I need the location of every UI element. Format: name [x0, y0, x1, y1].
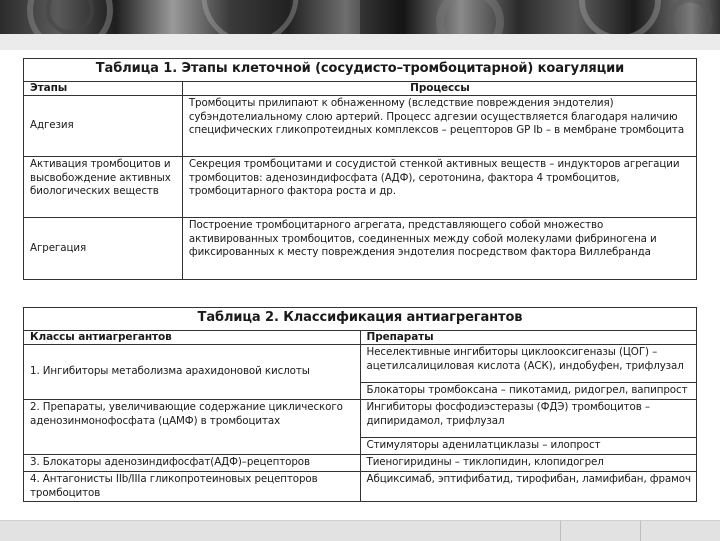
class-cell: 1. Ингибиторы метаболизма арахидоновой кислоты — [24, 345, 361, 400]
class-cell: 4. Антагонисты IIb/IIIa гликопротеиновых рецепторов тромбоцитов — [24, 472, 361, 502]
table1-title: Таблица 1. Этапы клеточной (сосудисто–тромбоцитарной) коагуляции — [24, 59, 697, 82]
table-row — [24, 472, 697, 502]
table-row — [24, 455, 697, 472]
drug-cell: Блокаторы тромбоксана – пикотамид, ридогрел, вапипрост — [360, 383, 696, 400]
drug-cell: Абциксимаб, эптифибатид, тирофибан, ламифибан, фрамоч — [360, 472, 696, 502]
process-cell: Секреция тромбоцитами и сосудистой стенкой активных веществ – индукторов агрегации тромбоцитов: аденозиндифосфата (АДФ), серотонина, фактора 4 тромбоцитов, тромбоцитарного фактора роста и др. — [182, 157, 696, 218]
column-header-drugs: Препараты — [360, 330, 696, 345]
drug-cell: Тиеногиридины – тиклопидин, клопидогрел — [360, 455, 696, 472]
table-header-row — [24, 81, 697, 96]
process-cell: Построение тромбоцитарного агрегата, представляющего собой множество активированных тромбоцитов, соединенных между собой молекулами фибриногена и фиксированных к месту повреждения эндотелия посредством фактора Виллебранда — [182, 218, 696, 280]
banner-pattern — [0, 0, 720, 34]
table-header-row — [24, 330, 697, 345]
coagulation-stages-table — [23, 58, 697, 280]
table2-title: Таблица 2. Классификация антиагрегантов — [24, 308, 697, 331]
column-header-stages: Этапы — [24, 81, 183, 96]
drug-cell: Ингибиторы фосфодиэстеразы (ФДЭ) тромбоцитов – дипиридамол, трифлузал — [360, 400, 696, 438]
table-row — [24, 218, 697, 280]
table-row — [24, 96, 697, 157]
class-cell: 3. Блокаторы аденозиндифосфат(АДФ)–рецепторов — [24, 455, 361, 472]
process-cell: Тромбоциты прилипают к обнаженному (вследствие повреждения эндотелия) субэндотелиальному слою артерий. Процесс адгезии осуществляется благодаря наличию специфических гликопротеидных комплексов – рецепторов GP Ib – в мембране тромбоцита — [182, 96, 696, 157]
footer-strip — [0, 520, 720, 541]
drug-cell: Стимуляторы аденилатциклазы – илопрост — [360, 438, 696, 455]
table-row — [24, 157, 697, 218]
table-row — [24, 345, 697, 383]
footer-divider — [560, 521, 561, 541]
decorative-banner — [0, 0, 720, 34]
class-cell: 2. Препараты, увеличивающие содержание циклического аденозинмонофосфата (цАМФ) в тромбоцитах — [24, 400, 361, 455]
table-row — [24, 400, 697, 438]
footer-divider — [640, 521, 641, 541]
column-header-classes: Классы антиагрегантов — [24, 330, 361, 345]
antiaggregant-classification-table — [23, 307, 697, 502]
stage-cell: Адгезия — [24, 96, 183, 157]
drug-cell: Неселективные ингибиторы циклооксигеназы (ЦОГ) – ацетилсалициловая кислота (АСК), индобуфен, трифлузал — [360, 345, 696, 383]
stage-cell: Агрегация — [24, 218, 183, 280]
stage-cell: Активация тромбоцитов и высвобождение активных биологических веществ — [24, 157, 183, 218]
table-title-row — [24, 308, 697, 331]
column-header-processes: Процессы — [182, 81, 696, 96]
header-strip — [0, 34, 720, 50]
table-title-row — [24, 59, 697, 82]
